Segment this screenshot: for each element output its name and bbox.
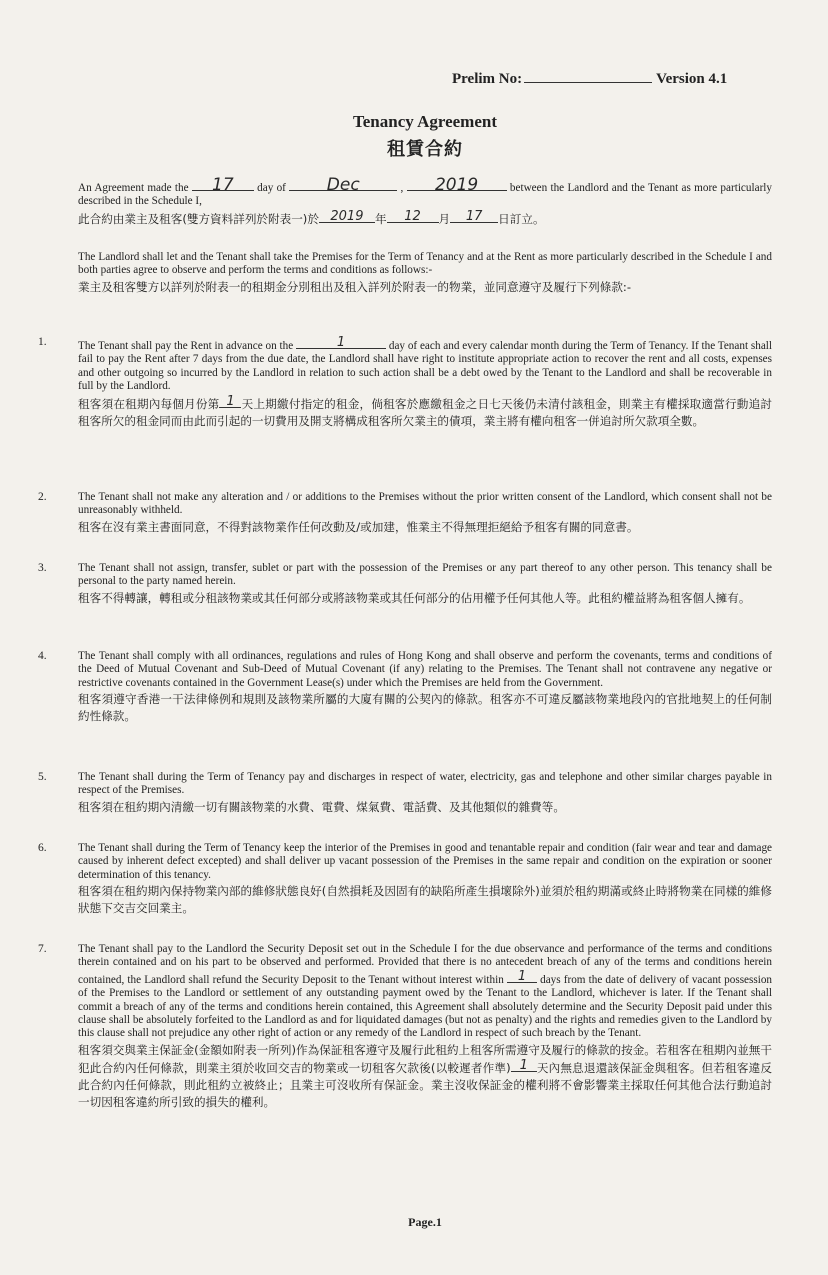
day-blank[interactable]: [192, 175, 254, 195]
clause-1-english: [78, 336, 772, 394]
clause-1-chinese: [78, 395, 772, 430]
year-blank[interactable]: [407, 175, 507, 195]
clause-number: 4.: [38, 650, 47, 662]
clause-number: 5.: [38, 771, 47, 783]
clause-5: [78, 771, 772, 816]
clause-number: 1.: [38, 336, 47, 348]
refund-days-blank[interactable]: [507, 970, 537, 983]
intro-zh-year-label: 年: [374, 211, 387, 226]
clause-1-zh-text-a: 租客須在租期內每個月份第: [78, 396, 220, 411]
clause-6: [78, 842, 772, 917]
zh-refund-days-blank[interactable]: [511, 1059, 537, 1072]
clause-7-text-a: The Tenant shall pay to the Landlord the Security Deposit set out in the Schedule I for the due observance and performance of the terms and conditions therein contained and on his part to be observed and performed. Provided that there is no antecedent breach of any of the terms and conditions herein contained, the Landlord shall refund the Security Deposit to the Tenant without interest within: [78, 943, 772, 986]
prelim-header: [452, 70, 727, 88]
month-blank[interactable]: [289, 175, 397, 195]
rent-day-blank[interactable]: [296, 336, 386, 349]
version-label: Version 4.1: [656, 71, 728, 87]
zh-year-value: 2019: [330, 208, 364, 224]
prelim-label: Prelim No:: [452, 71, 523, 87]
clause-6-chinese: 租客須在租約期內保持物業內部的維修狀態良好(自然損耗及因固有的缺陷所產生損壞除外)並須於租約期滿或終止時將物業在同樣的維修狀態下交吉交回業主。: [78, 884, 772, 916]
clause-number: 6.: [38, 842, 47, 854]
clause-2-chinese: 租客在沒有業主書面同意，不得對該物業作任何改動及/或加建，惟業主不得無理拒絕給予租客有關的同意書。: [78, 519, 639, 534]
clause-1-zh-text-b: 天上期繳付指定的租金，倘租客於應繳租金之日七天後仍未清付該租金，則業主有權採取適當行動追討租客所欠的租金同而由此而引起的一切費用及開支將構成租客所欠業主的債項，業主將有權向租客一併追討所欠款項全數。: [78, 396, 772, 428]
clause-2-english: The Tenant shall not make any alteration and / or additions to the Premises without the prior written consent of the Landlord, which consent shall not be unreasonably withheld.: [78, 491, 772, 517]
clause-2: [78, 491, 772, 536]
clause-5-english: The Tenant shall during the Term of Tenancy pay and discharges in respect of water, electricity, gas and telephone and other similar charges payable in respect of the Premises.: [78, 771, 772, 797]
intro-zh-text-a: 此合約由業主及租客(雙方資料詳列於附表一)於: [78, 211, 319, 226]
clause-7-zh-text-a: 租客須交與業主保証金(金額如附表一所列)作為保証租客遵守及履行此租約上租客所需遵守及履行的條款的按金。若租客在租期內並無干犯此合約內任何條款，則業主須於收回交吉的物業或一切租客欠款後(以較遲者作準): [78, 1042, 772, 1075]
preamble-section: [78, 251, 772, 296]
zh-rent-day-value: 1: [226, 393, 235, 409]
clause-7: [78, 943, 772, 1111]
clause-6-english: The Tenant shall during the Term of Tenancy keep the interior of the Premises in good and tenantable repair and condition (fair wear and tear and damage caused by inherent defect excepted) and shall deliver up vacant possession of the Premises in the same repair and condition on the expiration or sooner determination of this tenancy.: [78, 842, 772, 881]
zh-year-blank[interactable]: [319, 210, 375, 223]
page-number: Page.1: [408, 1215, 442, 1229]
clause-4-chinese: 租客須遵守香港一干法律條例和規則及該物業所屬的大廈有關的公契內的條款。租客亦不可違反屬該物業地段內的官批地契上的任何制約性條款。: [78, 692, 772, 724]
zh-day-value: 17: [465, 208, 483, 224]
refund-days-value: 1: [517, 968, 527, 984]
intro-text-b: day of: [257, 182, 286, 194]
clause-7-chinese: [78, 1042, 772, 1111]
clause-3-chinese: 租客不得轉讓，轉租或分租該物業或其任何部分或將該物業或其任何部分的佔用權予任何其他人等。此租約權益將為租客個人擁有。: [78, 590, 751, 605]
intro-text-a: An Agreement made the: [78, 182, 189, 194]
clause-1: [78, 336, 772, 430]
title-english: Tenancy Agreement: [352, 112, 498, 131]
intro-section: [78, 175, 772, 228]
intro-zh-day-label: 日訂立。: [498, 211, 545, 226]
intro-text-c: between the Landlord and the Tenant as more particularly described in the Schedule I,: [78, 182, 772, 208]
clause-1-text-b: day of each and every calendar month during the Term of Tenancy. If the Tenant shall fail to pay the Rent after 7 days from the due date, the Landlord shall have right to institute appropriate action to recover the rent and all costs, expenses and other outgoing so incurred by the Landlord in relation to such action shall be a debt owed by the Tenant to the Landlord and shall be recoverable in full by the Landlord.: [78, 340, 773, 393]
month-value: Dec: [326, 175, 360, 195]
zh-rent-day-blank[interactable]: [219, 395, 241, 408]
zh-month-value: 12: [404, 208, 421, 224]
preamble-chinese: 業主及租客雙方以詳列於附表一的租期金分別租出及租入詳列於附表一的物業，並同意遵守及履行下列條款:-: [78, 279, 631, 294]
clause-4: [78, 650, 772, 725]
zh-refund-days-value: 1: [519, 1057, 528, 1073]
day-value: 17: [212, 175, 234, 195]
clause-number: 7.: [38, 943, 47, 955]
zh-month-blank[interactable]: [387, 210, 439, 223]
preamble-english: The Landlord shall let and the Tenant shall take the Premises for the Term of Tenancy and at the Rent as more particularly described in the Schedule I and both parties agree to observe and perform the terms and conditions as follows:-: [78, 251, 772, 277]
intro-english: An Agreement made the 17 day of Dec , 2019 between the Landlord and the Tenant as more particularly described in the Schedule I,: [78, 175, 772, 208]
clause-1-text-a: The Tenant shall pay the Rent in advance on the: [78, 340, 294, 352]
clause-7-english: [78, 943, 772, 1041]
zh-day-blank[interactable]: [450, 210, 498, 223]
clause-7-zh-text-b: 天內無息退還該保証金與租客。但若租客違反此合約內任何條款，則此租約立被終止；且業主可沒收所有保証金。業主沒收保証金的權利將不會影響業主採取任何其他合法行動追討一切因租客違約所引致的損失的權利。: [78, 1060, 772, 1109]
intro-chinese: [78, 210, 772, 228]
rent-day-value: 1: [336, 335, 346, 350]
year-value: 2019: [434, 175, 479, 195]
clause-3-english: The Tenant shall not assign, transfer, sublet or part with the possession of the Premises or any part thereof to any other person. This tenancy shall be personal to the party named herein.: [78, 562, 772, 588]
clause-number: 3.: [38, 562, 47, 574]
title-chinese: 租賃合約: [387, 139, 463, 159]
clause-7-text-b: days from the date of delivery of vacant possession of the Premises to the Landlord or settlement of any outstanding payment owed by the Tenant to the Landlord, whichever is later. If the Tenant shall commit a breach of any of the terms and conditions herein contained, this Agreement shall absolutely determine and the Security Deposit paid under this clause shall be absolutely forfeited to the Landlord as and for liquidated damages (but not as penalty) and the rights and remedies given to the Landlord by this clause shall not prejudice any other right of action or any remedy of the Landlord in respect of such breach by the Tenant.: [78, 973, 773, 1040]
clause-4-english: The Tenant shall comply with all ordinances, regulations and rules of Hong Kong and shall observe and perform the covenants, terms and conditions of the Deed of Mutual Covenant and Sub-Deed of Mutual Covenant (if any) relating to the Premises. The Tenant shall not contravene any negative or restrictive covenants contained in the Government Lease(s) under which the Premises are held from the Government.: [78, 650, 772, 689]
intro-zh-month-label: 月: [438, 211, 451, 226]
prelim-number-blank[interactable]: [524, 70, 652, 83]
clause-number: 2.: [38, 491, 47, 503]
clause-5-chinese: 租客須在租約期內清繳一切有關該物業的水費、電費、煤氣費、電話費、及其他類似的雜費等。: [78, 799, 565, 814]
clause-3: [78, 562, 772, 607]
